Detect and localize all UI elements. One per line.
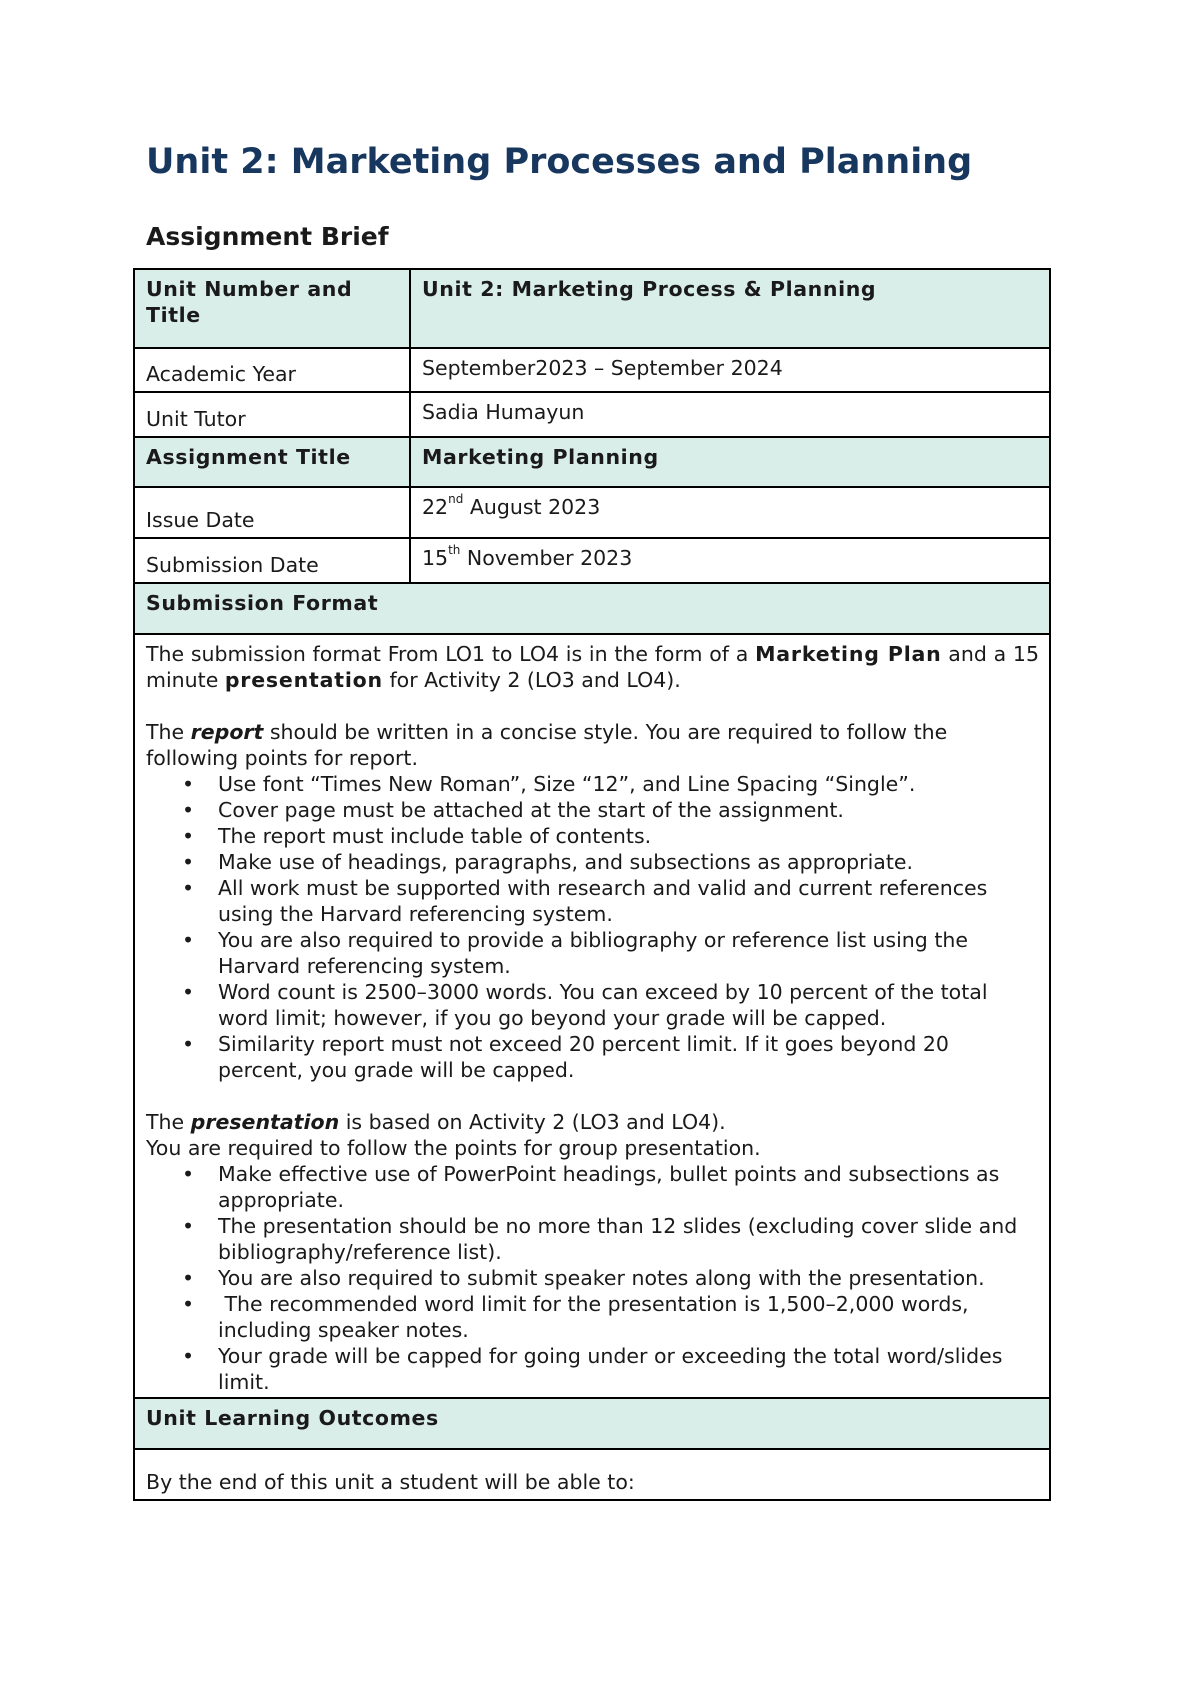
presentation-instructions: You are required to follow the points for group presentation. [146, 1136, 761, 1160]
academic-year-value: September2023 – September 2024 [410, 348, 1050, 392]
submission-date-value [410, 538, 1050, 583]
list-item: • You are also required to provide a bibliography or reference list using the Harvard referencing system. [218, 927, 1039, 979]
submission-date-row [134, 538, 1050, 583]
format-intro-text-1: The submission format From LO1 to LO4 is in the form of a [146, 642, 756, 666]
presentation-intro-post: is based on Activity 2 (LO3 and LO4). [339, 1110, 726, 1134]
issue-date-row [134, 487, 1050, 538]
format-intro-text-3: for Activity 2 (LO3 and LO4). [382, 668, 681, 692]
list-item: • Word count is 2500–3000 words. You can exceed by 10 percent of the total word limit; however, if you go beyond your grade will be capped. [218, 979, 1039, 1031]
unit-tutor-label: Unit Tutor [134, 392, 410, 437]
learning-outcomes-body-row [134, 1449, 1050, 1500]
learning-outcomes-intro: By the end of this unit a student will be able to: [134, 1449, 1050, 1500]
format-intro-text-2: and a 15 minute [146, 642, 1039, 692]
unit-tutor-row [134, 392, 1050, 437]
page-title: Unit 2: Marketing Processes and Planning [146, 142, 973, 182]
issue-date-label: Issue Date [134, 487, 410, 538]
submission-format-heading: Submission Format [134, 583, 1050, 634]
learning-outcomes-header-row [134, 1398, 1050, 1449]
issue-date-value [410, 487, 1050, 538]
marketing-plan-bold: Marketing Plan [755, 642, 942, 666]
unit-tutor-value: Sadia Humayun [410, 392, 1050, 437]
submission-month-year: November 2023 [460, 546, 633, 570]
report-intro [146, 719, 1039, 771]
list-item: • Your grade will be capped for going under or exceeding the total word/slides limit. [218, 1343, 1039, 1395]
presentation-bold: presentation [224, 668, 383, 692]
report-requirements-list [146, 771, 1039, 1083]
submission-day-suffix: th [448, 543, 461, 558]
assignment-brief-heading: Assignment Brief [146, 222, 389, 251]
unit-row [134, 269, 1050, 348]
unit-label: Unit Number and Title [134, 269, 410, 348]
report-word: report [190, 720, 264, 744]
assignment-title-row [134, 437, 1050, 487]
academic-year-row [134, 348, 1050, 392]
list-item: • Similarity report must not exceed 20 percent limit. If it goes beyond 20 percent, you grade will be capped. [218, 1031, 1039, 1083]
list-item: • You are also required to submit speaker notes along with the presentation. [218, 1265, 1039, 1291]
issue-month-year: August 2023 [463, 495, 601, 519]
report-intro-pre: The [146, 720, 191, 744]
list-item: • All work must be supported with research and valid and current references using the Harvard referencing system. [218, 875, 1039, 927]
academic-year-label: Academic Year [134, 348, 410, 392]
learning-outcomes-heading: Unit Learning Outcomes [134, 1398, 1050, 1449]
presentation-intro [146, 1109, 1039, 1135]
presentation-intro-pre: The [146, 1110, 191, 1134]
presentation-word: presentation [190, 1110, 340, 1134]
spacer [146, 693, 1039, 719]
presentation-requirements-list [146, 1161, 1039, 1395]
list-item: • Cover page must be attached at the start of the assignment. [218, 797, 1039, 823]
assignment-title-value: Marketing Planning [410, 437, 1050, 487]
list-item: • Make use of headings, paragraphs, and subsections as appropriate. [218, 849, 1039, 875]
submission-date-label: Submission Date [134, 538, 410, 583]
list-item: • Make effective use of PowerPoint headings, bullet points and subsections as appropriate. [218, 1161, 1039, 1213]
submission-format-body-row [134, 634, 1050, 1398]
issue-day: 22 [422, 495, 449, 519]
assignment-title-label: Assignment Title [134, 437, 410, 487]
format-intro [146, 641, 1039, 693]
issue-day-suffix: nd [448, 492, 464, 507]
report-intro-post: should be written in a concise style. You are required to follow the following points for report. [146, 720, 948, 770]
list-item: • The report must include table of contents. [218, 823, 1039, 849]
list-item: • The recommended word limit for the presentation is 1,500–2,000 words, including speaker notes. [218, 1291, 1039, 1343]
submission-format-body [134, 634, 1050, 1398]
submission-format-header-row [134, 583, 1050, 634]
assignment-brief-table [133, 268, 1051, 1501]
spacer [146, 1083, 1039, 1109]
unit-value: Unit 2: Marketing Process & Planning [410, 269, 1050, 348]
list-item: • The presentation should be no more than 12 slides (excluding cover slide and bibliography/reference list). [218, 1213, 1039, 1265]
submission-day: 15 [422, 546, 449, 570]
list-item: • Use font “Times New Roman”, Size “12”, and Line Spacing “Single”. [218, 771, 1039, 797]
